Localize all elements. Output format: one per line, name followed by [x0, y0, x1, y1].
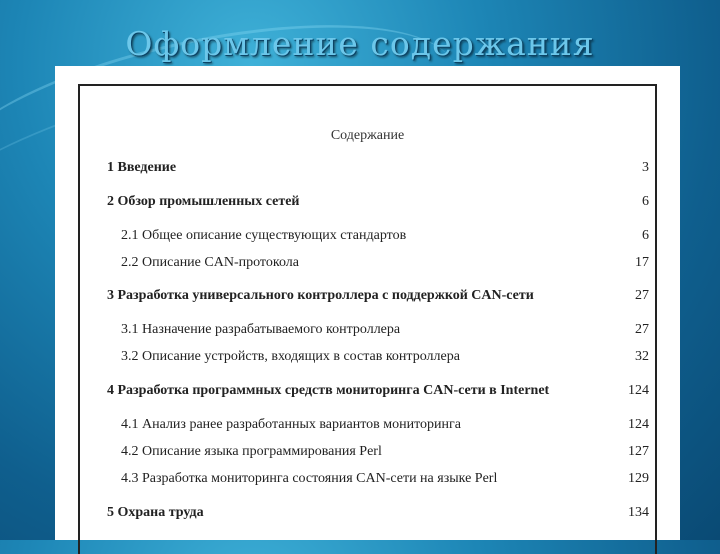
toc-entry-text: 1 Введение — [107, 160, 177, 175]
toc-entry-text: 2 Обзор промышленных сетей — [107, 194, 300, 209]
toc-entry — [107, 288, 649, 308]
toc-entry-page: 27 — [635, 288, 649, 303]
toc-entry-page: 32 — [635, 349, 649, 364]
toc-entry — [121, 417, 649, 437]
toc-entry — [107, 383, 649, 403]
toc-entry — [107, 194, 649, 214]
toc-entry-page: 134 — [628, 505, 649, 520]
toc-entry — [121, 444, 649, 464]
toc-entry-page: 6 — [642, 228, 649, 243]
toc-entry — [121, 255, 649, 275]
toc-entry-page: 129 — [628, 471, 649, 486]
toc-entry-text: 3.2 Описание устройств, входящих в состав контроллера — [121, 349, 460, 364]
toc-entry — [107, 505, 649, 525]
toc-entry-text: 4.3 Разработка мониторинга состояния CAN-сети на языке Perl — [121, 471, 498, 486]
toc-entry-text: 4 Разработка программных средств мониторинга CAN-сети в Internet — [107, 383, 550, 398]
toc-entry-page: 127 — [628, 444, 649, 459]
slide-title: Оформление содержания — [125, 24, 595, 63]
toc-entry — [121, 471, 649, 491]
toc-entry-page: 124 — [628, 417, 649, 432]
toc-entry-text: 5 Охрана труда — [107, 505, 204, 520]
toc-entry-text: 2.1 Общее описание существующих стандартов — [121, 228, 407, 243]
toc-entry-page: 6 — [642, 194, 649, 209]
toc-entry-page: 124 — [628, 383, 649, 398]
toc-entry-text: 2.2 Описание CAN-протокола — [121, 255, 299, 270]
toc-entry-text: 4.2 Описание языка программирования Perl — [121, 444, 382, 459]
document-page — [55, 66, 680, 540]
toc-entry — [107, 160, 649, 180]
toc-entry-text: 3.1 Назначение разрабатываемого контроллера — [121, 322, 401, 337]
toc-entry — [121, 322, 649, 342]
toc-entry-page: 17 — [635, 255, 649, 270]
toc-heading: Содержание — [330, 128, 405, 143]
toc-entry-text: 4.1 Анализ ранее разработанных вариантов мониторинга — [121, 417, 461, 432]
toc-entry — [121, 349, 649, 369]
toc-entry — [121, 228, 649, 248]
toc-entry-page: 27 — [635, 322, 649, 337]
toc-entry-page: 3 — [642, 160, 649, 175]
toc-entry-text: 3 Разработка универсального контроллера с поддержкой CAN-сети — [107, 288, 534, 303]
